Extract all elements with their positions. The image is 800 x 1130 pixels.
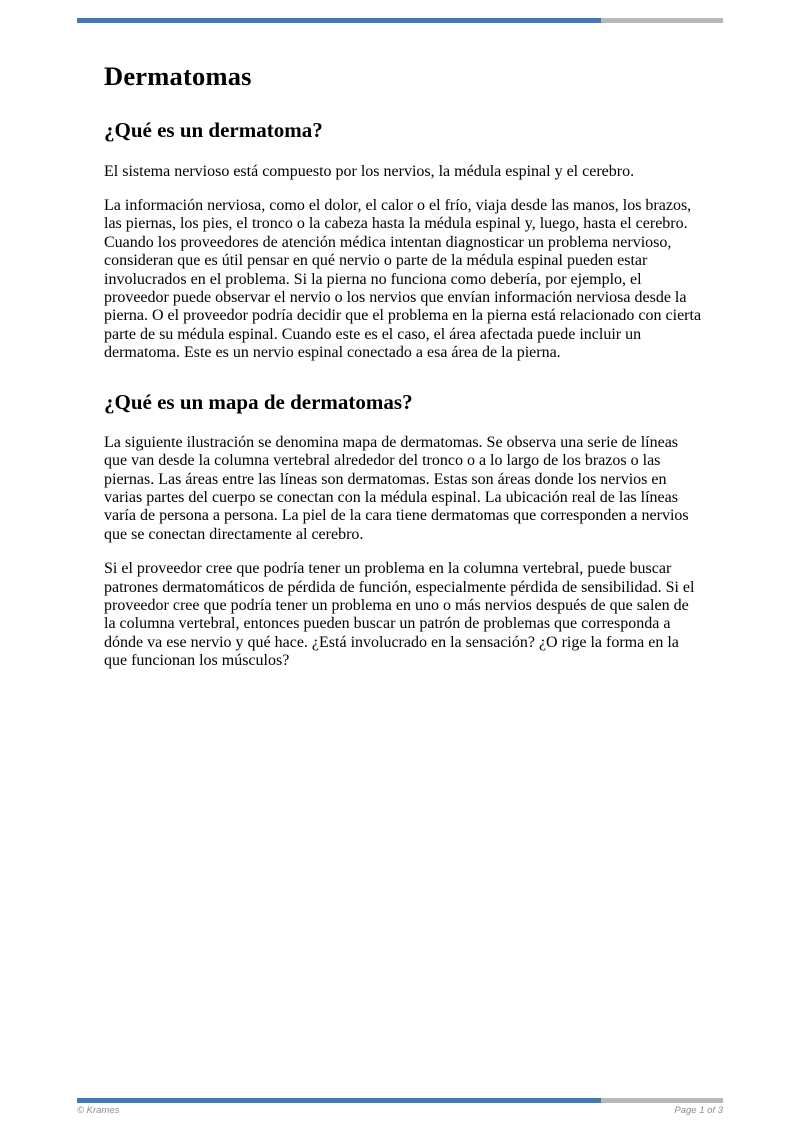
footer-accent-bar bbox=[77, 1098, 723, 1103]
document-content bbox=[104, 23, 704, 671]
footer-page-number: Page 1 of 3 bbox=[674, 1105, 723, 1116]
paragraph: La información nerviosa, como el dolor, el calor o el frío, viaja desde las manos, los brazos, las piernas, los pies, el tronco o la cabeza hasta la médula espinal y, luego, hasta el cerebro. Cuando los proveedores de atención médica intentan diagnosticar un problema nervioso, consideran que es útil pensar en qué nervio o parte de la médula espinal pueden estar involucrados en el problema. Si la pierna no funciona como debería, por ejemplo, el proveedor puede observar el nervio o los nervios que envían información nerviosa desde la pierna. O el proveedor podría decidir que el problema en la pierna está relacionado con cierta parte de su médula espinal. Cuando este es el caso, el área afectada puede incluir un dermatoma. Este es un nervio espinal conectado a esa área de la pierna. bbox=[104, 197, 702, 362]
footer-copyright: © Krames bbox=[77, 1105, 120, 1116]
page-title: Dermatomas bbox=[104, 61, 252, 91]
footer-row bbox=[77, 1105, 723, 1116]
section-heading-what-is-a-dermatome: ¿Qué es un dermatoma? bbox=[104, 118, 323, 143]
section-heading-dermatome-map: ¿Qué es un mapa de dermatomas? bbox=[104, 389, 413, 414]
paragraph: Si el proveedor cree que podría tener un problema en la columna vertebral, puede buscar patrones dermatomáticos de pérdida de función, especialmente pérdida de sensibilidad. Si el proveedor cree que podría tener un problema en uno o más nervios después de que salen de la columna vertebral, entonces pueden buscar un patrón de problemas que corresponda a dónde va ese nervio y qué hace. ¿Está involucrado en la sensación? ¿O rige la forma en la que funcionan los músculos? bbox=[104, 560, 695, 670]
accent-bar-gray-segment bbox=[601, 1098, 723, 1103]
accent-bar-blue-segment bbox=[77, 1098, 601, 1103]
paragraph: El sistema nervioso está compuesto por los nervios, la médula espinal y el cerebro. bbox=[104, 162, 635, 180]
paragraph: La siguiente ilustración se denomina mapa de dermatomas. Se observa una serie de líneas que van desde la columna vertebral alrededor del tronco o a lo largo de los brazos o las piernas. Las áreas entre las líneas son dermatomas. Estas son áreas donde los nervios en varias partes del cuerpo se conectan con la médula espinal. La ubicación real de las líneas varía de persona a persona. La piel de la cara tiene dermatomas que corresponden a nervios que se conectan directamente al cerebro. bbox=[104, 433, 689, 543]
